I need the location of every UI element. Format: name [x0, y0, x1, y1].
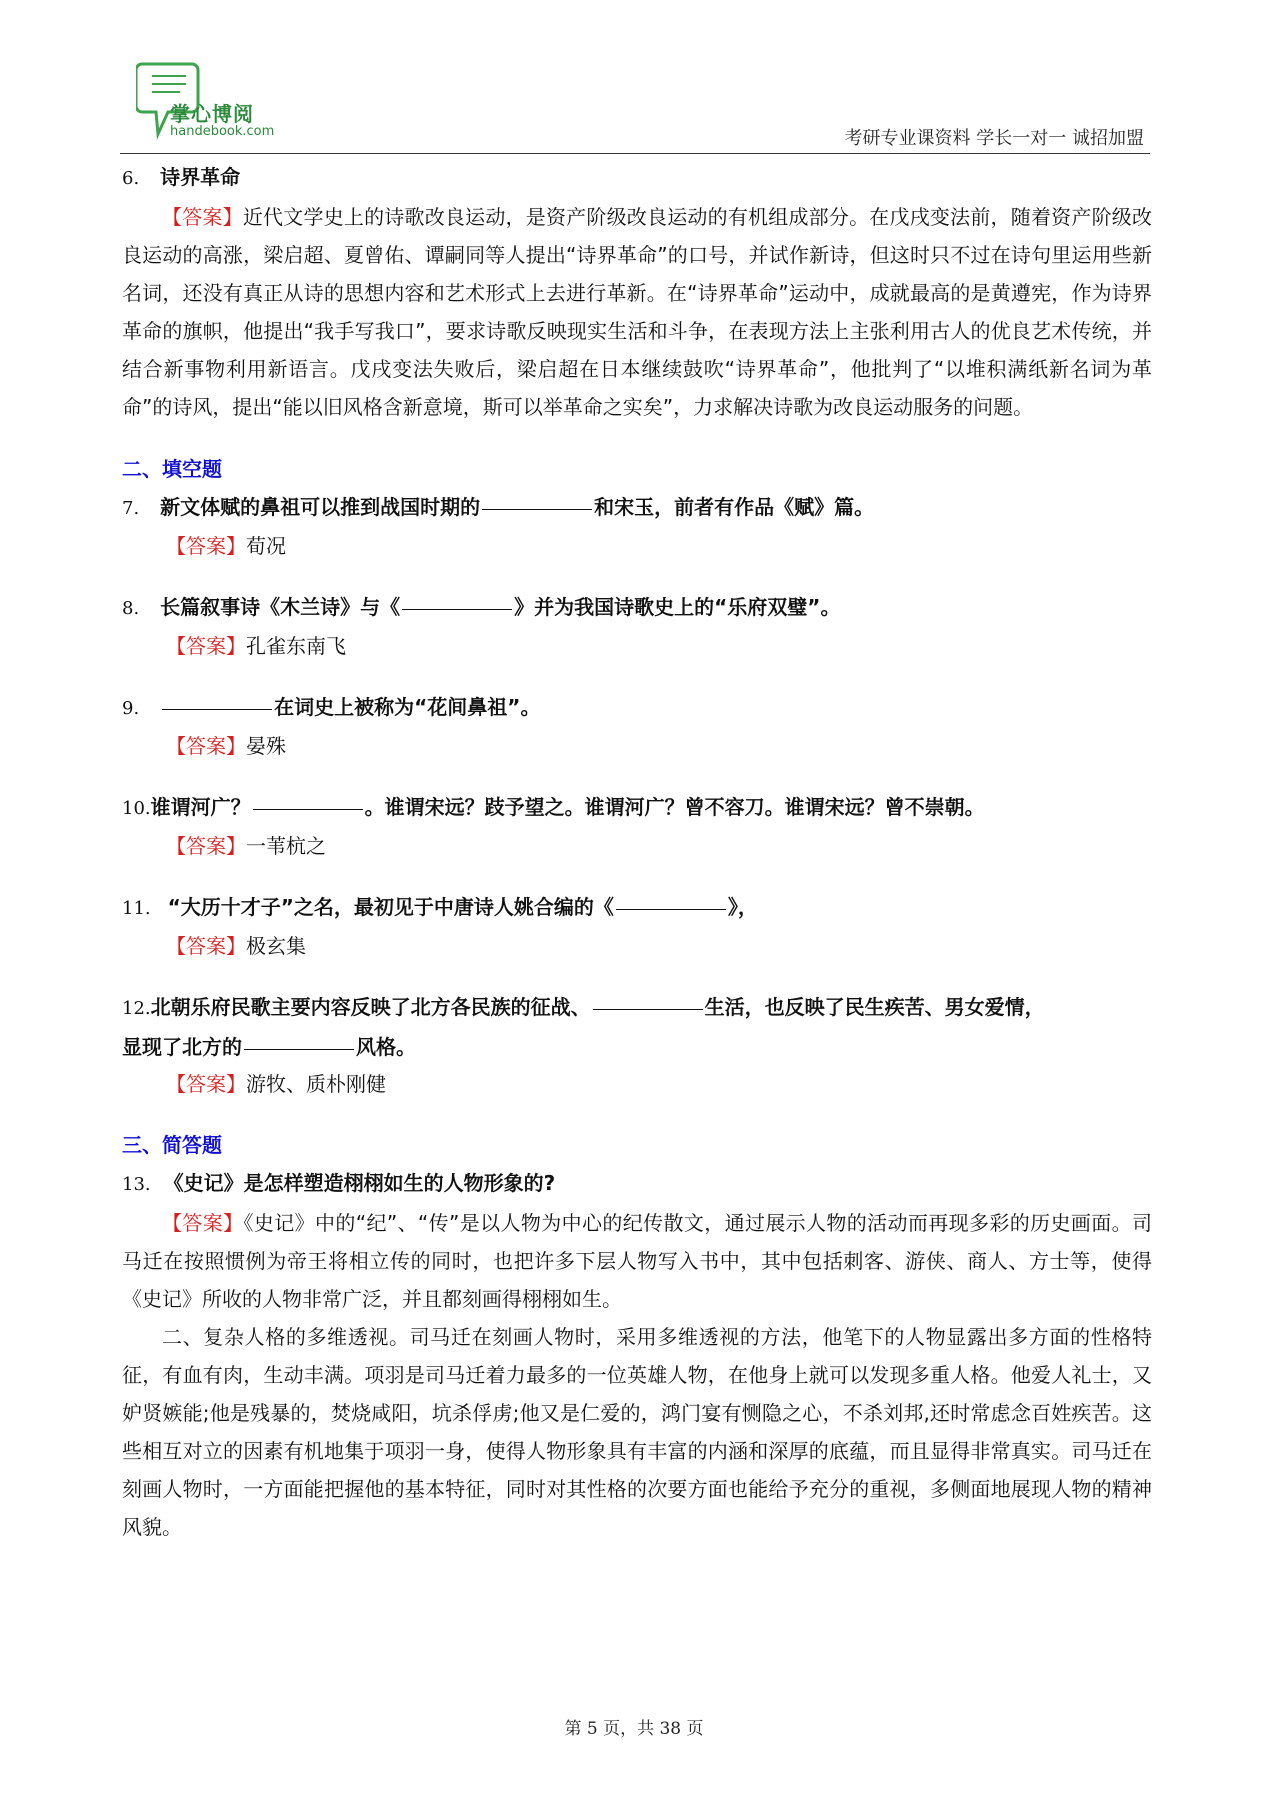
question-number: 12. — [122, 998, 151, 1019]
header-tagline: 考研专业课资料 学长一对一 诚招加盟 — [844, 128, 1144, 149]
question-13 — [122, 1164, 1152, 1204]
answer-label: 【答案】 — [166, 634, 246, 658]
section-short-answer: 三、简答题 — [122, 1133, 222, 1157]
question-number: 6. — [122, 168, 140, 189]
page-content — [122, 158, 1152, 1546]
answer-text: 一苇杭之 — [246, 834, 326, 858]
answer-label: 【答案】 — [166, 734, 246, 758]
answer-12 — [122, 1066, 1152, 1102]
question-number: 13. — [122, 1174, 151, 1195]
question-number: 10. — [122, 798, 151, 819]
answer-text: 《史记》中的“纪”、“传”是以人物为中心的纪传散文，通过展示人物的活动而再现多彩的历史画面。司马迁在按照惯例为帝王将相立传的同时，也把许多下层人物写入书中，其中包括刺客、游侠、商人、方士等，使得《史记》所收的人物非常广泛，并且都刻画得栩栩如生。 — [122, 1211, 1152, 1311]
answer-label: 【答案】 — [166, 834, 246, 858]
question-text: 诗界革命 — [160, 165, 241, 189]
question-text-part1: 谁谓河广？ — [150, 795, 251, 819]
question-11 — [122, 888, 1152, 928]
question-number: 7. — [122, 498, 140, 519]
question-text-part1: “大历十才子”之名，最初见于中唐诗人姚合编的《 — [167, 895, 614, 919]
answer-blank — [253, 808, 363, 810]
question-text-part2: 和宋玉，前者有作品《赋》篇。 — [594, 495, 875, 519]
logo-domain-text: handebook.com — [170, 124, 275, 139]
answer-13-paragraph-2: 二、复杂人格的多维透视。司马迁在刻画人物时，采用多维透视的方法，他笔下的人物显露出多方面的性格特征，有血有肉，生动丰满。项羽是司马迁着力最多的一位英雄人物，在他身上就可以发现多重人格。他爱人礼士，又妒贤嫉能;他是残暴的，焚烧咸阳，坑杀俘虏;他又是仁爱的，鸿门宴有恻隐之心，不杀刘邦,还时常虑念百姓疾苦。这些相互对立的因素有机地集于项羽一身，使得人物形象具有丰富的内涵和深厚的底蕴，而且显得非常真实。司马迁在刻画人物时，一方面能把握他的基本特征，同时对其性格的次要方面也能给予充分的重视，多侧面地展现人物的精神风貌。 — [122, 1325, 1152, 1539]
question-12 — [122, 988, 1152, 1066]
answer-8 — [122, 628, 1152, 664]
answer-6 — [122, 198, 1152, 426]
answer-blank — [616, 908, 726, 910]
page-number-footer: 第 5 页，共 38 页 — [564, 1719, 704, 1739]
question-8 — [122, 588, 1152, 628]
answer-7 — [122, 528, 1152, 564]
question-text-part2: 生活，也反映了民生疾苦、男女爱情， — [704, 995, 1045, 1019]
answer-blank — [162, 708, 272, 710]
answer-blank — [593, 1008, 703, 1010]
logo-brand-text: 掌心博阅 — [170, 102, 254, 126]
question-text: 《史记》是怎样塑造栩栩如生的人物形象的? — [163, 1171, 556, 1195]
question-text-part2: 。谁谓宋远？跂予望之。谁谓河广？曾不容刀。谁谓宋远？曾不崇朝。 — [364, 795, 985, 819]
question-text-part2: 》并为我国诗歌史上的“乐府双璧”。 — [514, 595, 841, 619]
header-divider — [120, 153, 1150, 154]
question-7 — [122, 488, 1152, 528]
answer-label: 【答案】 — [162, 205, 243, 229]
question-text-part4: 风格。 — [356, 1035, 416, 1059]
answer-label: 【答案】 — [166, 934, 246, 958]
answer-blank — [402, 608, 512, 610]
question-number: 9. — [122, 698, 140, 719]
question-6 — [122, 158, 1152, 198]
question-9 — [122, 688, 1152, 728]
answer-text: 游牧、质朴刚健 — [246, 1072, 386, 1096]
question-number: 11. — [122, 898, 151, 919]
answer-label: 【答案】 — [162, 1211, 244, 1235]
question-text-part2: 》， — [727, 895, 758, 919]
answer-text: 近代文学史上的诗歌改良运动，是资产阶级改良运动的有机组成部分。在戊戌变法前，随着资产阶级改良运动的高涨，梁启超、夏曾佑、谭嗣同等人提出“诗界革命”的口号，并试作新诗，但这时只不过在诗句里运用些新名词，还没有真正从诗的思想内容和艺术形式上去进行革新。在“诗界革命”运动中，成就最高的是黄遵宪，作为诗界革命的旗帜，他提出“我手写我口”，要求诗歌反映现实生活和斗争，在表现方法上主张利用古人的优良艺术传统，并结合新事物利用新语言。戊戌变法失败后，梁启超在日本继续鼓吹“诗界革命”，他批判了“以堆积满纸新名词为革命”的诗风，提出“能以旧风格含新意境，斯可以举革命之实矣”，力求解决诗歌为改良运动服务的问题。 — [122, 205, 1153, 419]
answer-blank — [482, 508, 592, 510]
answer-text: 孔雀东南飞 — [246, 634, 346, 658]
answer-11 — [122, 928, 1152, 964]
question-number: 8. — [122, 598, 140, 619]
answer-blank — [244, 1048, 354, 1050]
answer-text: 荀况 — [246, 534, 286, 558]
answer-13 — [122, 1204, 1152, 1318]
question-text-part3: 显现了北方的 — [122, 1035, 242, 1059]
answer-label: 【答案】 — [166, 534, 246, 558]
answer-text: 极玄集 — [246, 934, 306, 958]
answer-10 — [122, 828, 1152, 864]
answer-text: 晏殊 — [246, 734, 286, 758]
answer-label: 【答案】 — [166, 1072, 246, 1096]
question-text-part1: 北朝乐府民歌主要内容反映了北方各民族的征战、 — [150, 995, 591, 1019]
answer-9 — [122, 728, 1152, 764]
question-text-part1: 长篇叙事诗《木兰诗》与《 — [160, 595, 401, 619]
question-10 — [122, 788, 1152, 828]
question-text-part2: 在词史上被称为“花间鼻祖”。 — [274, 695, 541, 719]
question-text-part1: 新文体赋的鼻祖可以推到战国时期的 — [160, 495, 481, 519]
section-fill-blank: 二、填空题 — [122, 457, 222, 481]
